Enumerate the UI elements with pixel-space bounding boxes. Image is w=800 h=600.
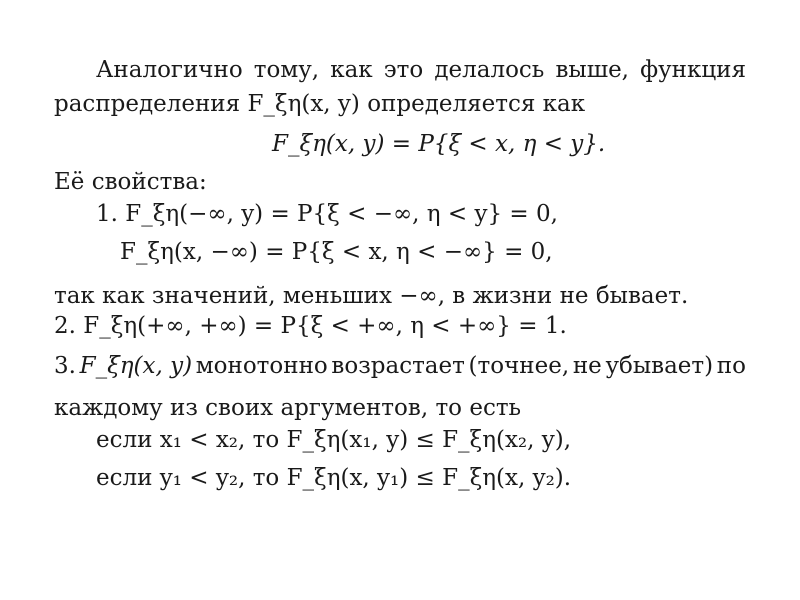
word: тому, [253, 57, 320, 83]
paragraph-line-1 [96, 56, 746, 84]
formula-main: F_ξη(x, y) = P{ξ < x, η < y}. [272, 131, 606, 157]
property-3-case-1: если x₁ < x₂, то F_ξη(x₁, y) ≤ F_ξη(x₂, y), [96, 427, 572, 453]
word: возрастает [331, 353, 465, 379]
word: Аналогично [96, 57, 243, 83]
paragraph-line-2: распределения F_ξη(x, y) определяется как [54, 91, 586, 117]
property-1-line-1: 1. F_ξη(−∞, y) = P{ξ < −∞, η < y} = 0, [96, 201, 558, 227]
property-3-case-2: если y₁ < y₂, то F_ξη(x, y₁) ≤ F_ξη(x, y₂). [96, 465, 572, 491]
word: функция [640, 57, 746, 83]
word: по [716, 353, 746, 379]
word: это [383, 57, 424, 83]
property-1-line-2: F_ξη(x, −∞) = P{ξ < x, η < −∞} = 0, [120, 239, 553, 265]
properties-heading: Её свойства: [54, 169, 207, 195]
explanation-text: так как значений, меньших −∞, в жизни не бывает. [54, 283, 689, 309]
word: (точнее, [468, 353, 570, 379]
word: убывает) [605, 353, 714, 379]
word: не [572, 353, 602, 379]
property-3-line-1 [54, 352, 746, 380]
word: делалось [434, 57, 545, 83]
word: монотонно [195, 353, 328, 379]
property-3-line-2: каждому из своих аргументов, то есть [54, 395, 522, 421]
word: 3. [54, 353, 76, 379]
word: выше, [555, 57, 629, 83]
property-2: 2. F_ξη(+∞, +∞) = P{ξ < +∞, η < +∞} = 1. [54, 313, 567, 339]
word: как [330, 57, 373, 83]
word: F_ξη(x, y) [79, 353, 193, 379]
